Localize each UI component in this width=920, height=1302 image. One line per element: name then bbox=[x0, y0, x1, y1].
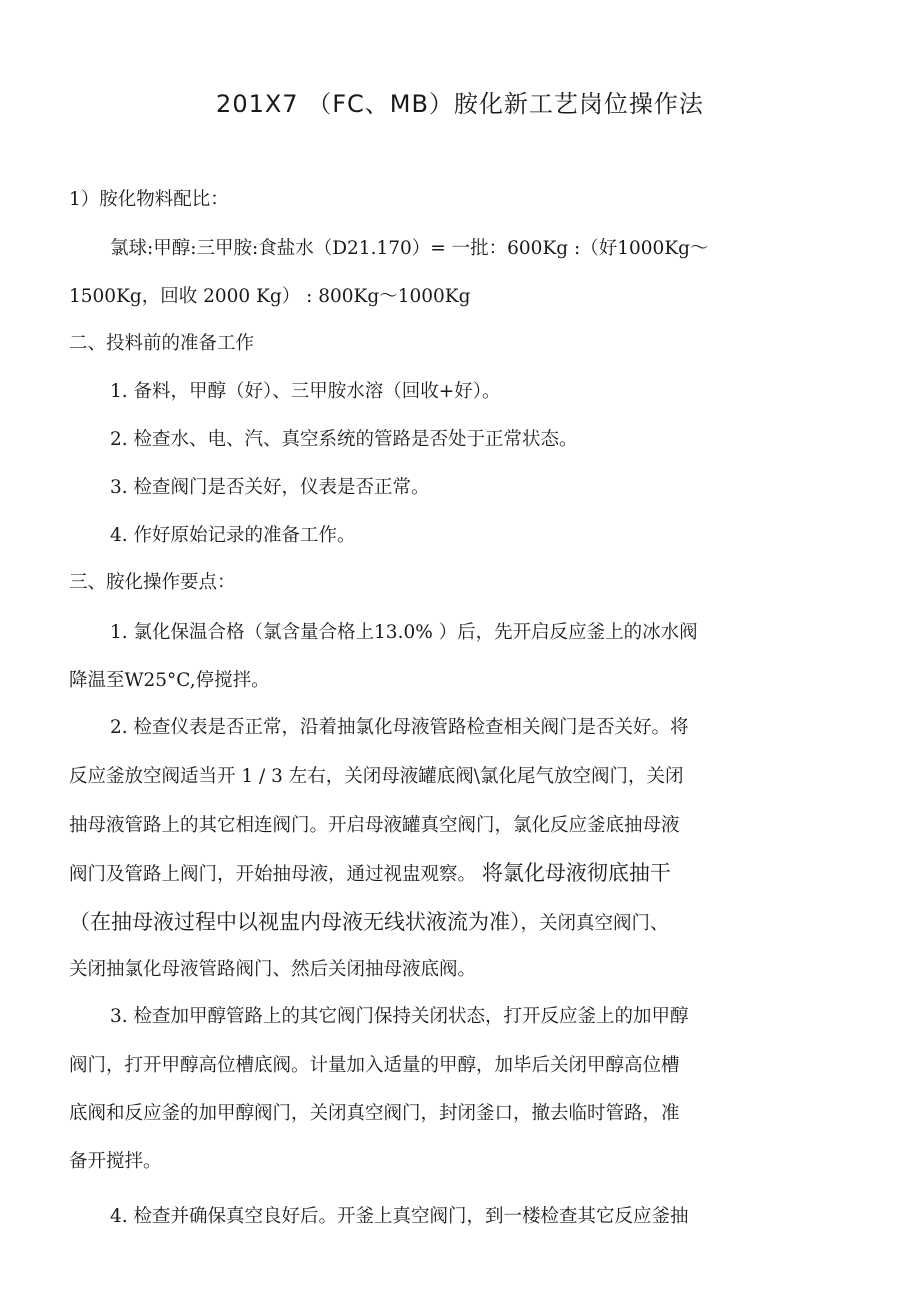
step2-line-2: 反应釜放空阀适当开 1 / 3 左右，关闭母液罐底阀\氯化尾气放空阀门，关闭 bbox=[69, 766, 684, 787]
step3-line-4: 备开搅拌。 bbox=[69, 1151, 162, 1172]
document-title: 201X7 （FC、MB）胺化新工艺岗位操作法 bbox=[216, 90, 704, 118]
ratio-line-1: 氯球:甲醇:三甲胺:食盐水（D21.170）= 一批：600Kg :（好1000Kg～ bbox=[110, 238, 709, 259]
ratio-line-2: 1500Kg，回收 2000 Kg） : 800Kg～1000Kg bbox=[69, 286, 471, 307]
step2-line-3: 抽母液管路上的其它相连阀门。开启母液罐真空阀门，氯化反应釜底抽母液 bbox=[69, 815, 680, 836]
prep-item-4: 4. 作好原始记录的准备工作。 bbox=[110, 525, 356, 546]
section3-heading: 三、胺化操作要点： bbox=[69, 572, 236, 593]
step1-line-2: 降温至W25°C,停搅拌。 bbox=[69, 670, 270, 691]
step2-emphasis-1: 将氯化母液彻底抽干 bbox=[481, 861, 671, 885]
prep-item-3: 3. 检查阀门是否关好，仪表是否正常。 bbox=[110, 477, 430, 498]
step2-line-4-text: 阀门及管路上阀门，开始抽母液，通过视盅观察。 bbox=[69, 864, 477, 885]
prep-item-1: 1. 备料，甲醇（好）、三甲胺水溶（回收+好）。 bbox=[110, 381, 501, 402]
step1-line-1: 1. 氯化保温合格（氯含量合格上13.0% ）后，先开启反应釜上的冰水阀 bbox=[110, 622, 698, 643]
section2-heading: 二、投料前的准备工作 bbox=[69, 333, 255, 354]
step2-line-1: 2. 检查仪表是否正常，沿着抽氯化母液管路检查相关阀门是否关好。将 bbox=[110, 717, 689, 738]
step3-line-2: 阀门，打开甲醇高位槽底阀。计量加入适量的甲醇，加毕后关闭甲醇高位槽 bbox=[69, 1055, 680, 1076]
step3-line-3: 底阀和反应釜的加甲醇阀门，关闭真空阀门，封闭釜口，撤去临时管路，准 bbox=[69, 1103, 680, 1124]
step2-line-5-tail: ，关闭真空阀门、 bbox=[520, 913, 669, 934]
step3-line-1: 3. 检查加甲醇管路上的其它阀门保持关闭状态，打开反应釜上的加甲醇 bbox=[110, 1006, 689, 1027]
step2-emphasis-2: （在抽母液过程中以视盅内母液无线状液流为准） bbox=[69, 910, 521, 934]
step2-line-6: 关闭抽氯化母液管路阀门、然后关闭抽母液底阀。 bbox=[69, 959, 477, 980]
prep-item-2: 2. 检查水、电、汽、真空系统的管路是否处于正常状态。 bbox=[110, 429, 578, 450]
step4-line-1: 4. 检查并确保真空良好后。开釜上真空阀门，到一楼检查其它反应釜抽 bbox=[110, 1206, 689, 1227]
step2-line-5 bbox=[69, 908, 669, 938]
section1-heading: 1）胺化物料配比： bbox=[69, 189, 229, 210]
step2-line-4 bbox=[69, 859, 671, 889]
